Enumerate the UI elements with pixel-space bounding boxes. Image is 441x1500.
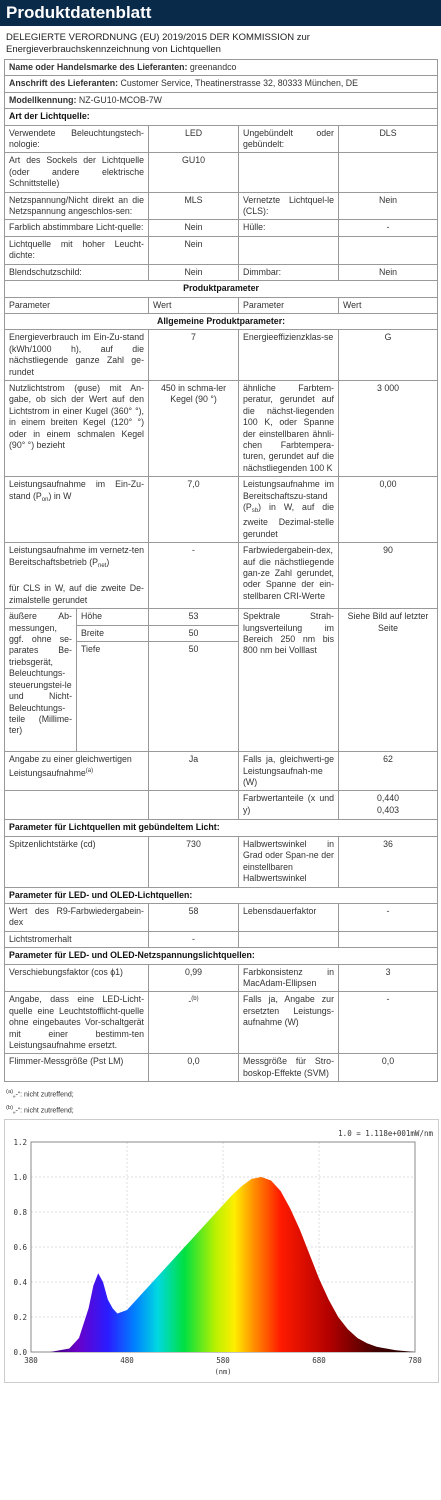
label: Modellkennung: — [9, 94, 77, 105]
x-axis-label: (nm) — [214, 1367, 232, 1376]
beam-angle-label: Halbwertswinkel in Grad oder Span-ne der einstellbaren Halbwertswinkel — [239, 836, 339, 887]
footnote-text: „-“: nicht zutreffend; — [13, 1106, 74, 1114]
replacement-label: Angabe, dass eine LED-Licht-quelle eine Leuchtstofflicht-quelle ohne eingebautes Vor-schaltgerät mit einer bestimm-ten Leistungsaufnahme ersetzt. — [5, 992, 149, 1054]
high-luminance-value: Nein — [149, 236, 239, 264]
dimmable-label: Dimmbar: — [239, 264, 339, 280]
tunable-value: Nein — [149, 220, 239, 236]
socket-label: Art des Sockels der Lichtquelle (oder andere elektrische Schnittstelle) — [5, 153, 149, 192]
tunable-label: Farblich abstimmbare Licht-quelle: — [5, 220, 149, 236]
empty-cell — [5, 791, 149, 820]
technology-value: LED — [149, 125, 239, 153]
cls-value: Nein — [339, 192, 438, 220]
empty-cell — [339, 931, 438, 947]
column-header: Wert — [149, 297, 239, 313]
depth-value: 50 — [149, 642, 239, 752]
energy-value: 7 — [149, 330, 239, 381]
glare-label: Blendschutzschild: — [5, 264, 149, 280]
supplier-name: greenandco — [189, 62, 237, 72]
equivalent-label — [5, 752, 149, 791]
peak-intensity-label: Spitzenlichtstärke (cd) — [5, 836, 149, 887]
empty-cell — [339, 236, 438, 264]
equivalent-power-label: Falls ja, gleichwerti-ge Leistungsaufnah-me (W) — [239, 752, 339, 791]
text: Leistungsaufnahme im Ein-Zu-stand (P — [9, 479, 144, 501]
empty-cell — [239, 931, 339, 947]
peak-intensity-value: 730 — [149, 836, 239, 887]
y-tick-label: 0.8 — [13, 1207, 27, 1217]
text: ) in W — [48, 490, 72, 501]
chroma-x: 0,440 — [377, 793, 400, 804]
section-heading: Parameter für LED- und OLED-Netzspannungslichtquellen: — [5, 948, 438, 964]
text: ) in W, auf die zweite Dezimal-stelle gerundet — [243, 502, 334, 539]
dimensions-label: äußere Ab-messungen, ggf. ohne se-parates Be-triebsgerät, Beleuchtungs-steuerungstei-le und Nicht-Beleuchtungs-teile (Millime-ter) — [5, 609, 77, 752]
mains-value: MLS — [149, 192, 239, 220]
lifetime-value: - — [339, 903, 438, 931]
supplier-address-row — [5, 76, 438, 92]
r9-value: 58 — [149, 903, 239, 931]
svm-label: Messgröße für Stro-boskop-Effekte (SVM) — [239, 1054, 339, 1082]
cri-value: 90 — [339, 543, 438, 609]
power-factor-label: Verschiebungsfaktor (cos ϕ1) — [5, 964, 149, 992]
socket-value: GU10 — [149, 153, 239, 192]
regulation-text: DELEGIERTE VERORDNUNG (EU) 2019/2015 DER KOMMISSION zur Energieverbrauchskennzeichnung von Lichtquellen — [6, 32, 310, 55]
page-title: Produktdatenblatt — [0, 0, 441, 26]
label: Anschrift des Lieferanten: — [9, 78, 119, 89]
footnote-text: „-“: nicht zutreffend; — [13, 1091, 74, 1099]
energy-class-value: G — [339, 330, 438, 381]
lumen-maintenance-value: - — [149, 931, 239, 947]
technology-label: Verwendete Beleuchtungstech-nologie: — [5, 125, 149, 153]
high-luminance-label: Lichtquelle mit hoher Leucht-dichte: — [5, 236, 149, 264]
x-tick-label: 480 — [120, 1355, 134, 1365]
empty-cell — [339, 153, 438, 192]
supplier-name-row — [5, 60, 438, 76]
lumen-maintenance-label: Lichtstromerhalt — [5, 931, 149, 947]
footnote-b — [0, 1102, 441, 1117]
empty-cell — [239, 153, 339, 192]
model-row — [5, 92, 438, 108]
spectrum-chart — [4, 1119, 439, 1383]
model-id: NZ-GU10-MCOB-7W — [78, 94, 162, 105]
footnote-mark: (a) — [6, 1089, 14, 1096]
y-tick-label: 0.4 — [13, 1277, 27, 1287]
luminous-flux-label: Nutzlichtstrom (φuse) mit An-gabe, ob sich der Wert auf den Lichtstrom in einer Kugel (360° °), in einem breiten Kegel (120° °) oder in einem schmalen Kegel (90° °) bezieht — [5, 380, 149, 476]
bundled-label: Ungebündelt oder gebündelt: — [239, 125, 339, 153]
height-value: 53 — [149, 609, 239, 626]
footnote-a — [0, 1086, 441, 1101]
pon-label — [5, 477, 149, 543]
empty-cell — [149, 791, 239, 820]
height-label: Höhe — [77, 609, 149, 626]
bundled-value: DLS — [339, 125, 438, 153]
datasheet-table — [4, 59, 438, 1082]
r9-label: Wert des R9-Farbwiedergabein-dex — [5, 903, 149, 931]
text: Angabe zu einer gleichwertigen Leistungsaufnahme — [9, 754, 132, 778]
macadam-label: Farbkonsistenz in MacAdam-Ellipsen — [239, 964, 339, 992]
cct-label: ähnliche Farbtem-peratur, gerundet auf die nächst-liegenden 100 K, oder Spanne der einstellbaren ähnli-chen Farbtempera-turen, gerundet auf die nächstliegenden 100 K — [239, 380, 339, 476]
footnote-mark: (a) — [85, 767, 94, 774]
pnet-label — [5, 543, 149, 609]
text: - — [188, 996, 192, 1007]
cls-label: Vernetzte Lichtquel-le (CLS): — [239, 192, 339, 220]
column-header: Parameter — [239, 297, 339, 313]
section-heading: Parameter für Lichtquellen mit gebündeltem Licht: — [5, 820, 438, 836]
svm-value: 0,0 — [339, 1054, 438, 1082]
y-tick-label: 1.2 — [13, 1137, 27, 1147]
y-tick-label: 0.0 — [13, 1347, 27, 1357]
footnote-mark: (b) — [191, 996, 199, 1003]
x-tick-label: 380 — [24, 1355, 38, 1365]
spectrum-svg — [5, 1120, 438, 1382]
chart-scale-note: 1.0 = 1.118e+001mW/nm — [338, 1128, 433, 1138]
spd-value: Siehe Bild auf letzter Seite — [339, 609, 438, 752]
cct-value: 3 000 — [339, 380, 438, 476]
dimmable-value: Nein — [339, 264, 438, 280]
energy-label: Energieverbrauch im Ein-Zu-stand (kWh/1000 h), auf die nächstliegende ganze Zahl ge-rundet — [5, 330, 149, 381]
depth-label: Tiefe — [77, 642, 149, 752]
psb-value: 0,00 — [339, 477, 438, 543]
envelope-label: Hülle: — [239, 220, 339, 236]
spd-label: Spektrale Strah-lungsverteilung im Bereich 250 nm bis 800 nm bei Volllast — [239, 609, 339, 752]
width-label: Breite — [77, 625, 149, 642]
luminous-flux-value: 450 in schma-ler Kegel (90 °) — [149, 380, 239, 476]
label: Name oder Handelsmarke des Lieferanten: — [9, 62, 188, 72]
cri-label: Farbwiedergabein-dex, auf die nächstliegende gan-ze Zahl gerundet, oder Spanne der ein-stellbaren CRI-Werte — [239, 543, 339, 609]
chroma-y: 0,403 — [377, 804, 400, 815]
flicker-value: 0,0 — [149, 1054, 239, 1082]
lifetime-label: Lebensdauerfaktor — [239, 903, 339, 931]
energy-class-label: Energieeffizienzklas-se — [239, 330, 339, 381]
equivalent-value: Ja — [149, 752, 239, 791]
column-header: Wert — [339, 297, 438, 313]
beam-angle-value: 36 — [339, 836, 438, 887]
chromaticity-value — [339, 791, 438, 820]
psb-label — [239, 477, 339, 543]
equivalent-power-value: 62 — [339, 752, 438, 791]
replaced-power-value: - — [339, 992, 438, 1054]
empty-cell — [239, 236, 339, 264]
x-tick-label: 580 — [216, 1355, 230, 1365]
x-tick-label: 780 — [408, 1355, 422, 1365]
y-tick-label: 1.0 — [13, 1172, 27, 1182]
x-tick-label: 680 — [312, 1355, 326, 1365]
glare-value: Nein — [149, 264, 239, 280]
text: ) — [106, 556, 110, 567]
text: für CLS in W, auf die zweite De-zimalstelle gerundet — [9, 583, 144, 605]
replaced-power-label: Falls ja, Angabe zur ersetzten Leistungs-aufnahme (W) — [239, 992, 339, 1054]
supplier-address: Customer Service, Theatinerstrasse 32, 80333 München, DE — [120, 78, 358, 89]
section-heading: Parameter für LED- und OLED-Lichtquellen: — [5, 887, 438, 903]
subscript: sb — [251, 508, 259, 514]
subscript: on — [41, 496, 49, 503]
flicker-label: Flimmer-Messgröße (Pst LM) — [5, 1054, 149, 1082]
section-heading: Art der Lichtquelle: — [5, 109, 438, 125]
text: Leistungsaufnahme im vernetz-ten Bereitschaftsbetrieb (P — [9, 545, 144, 567]
power-factor-value: 0,99 — [149, 964, 239, 992]
column-header: Parameter — [5, 297, 149, 313]
text: Leistungsaufnahme im Bereitschaftszu-stand (P — [243, 479, 334, 512]
section-heading: Produktparameter — [5, 281, 438, 297]
chromaticity-label: Farbwertanteile (x und y) — [239, 791, 339, 820]
width-value: 50 — [149, 625, 239, 642]
section-heading: Allgemeine Produktparameter: — [5, 313, 438, 329]
envelope-value: - — [339, 220, 438, 236]
y-tick-label: 0.2 — [13, 1312, 27, 1322]
pon-value: 7,0 — [149, 477, 239, 543]
pnet-value: - — [149, 543, 239, 609]
subscript: net — [98, 562, 107, 569]
replacement-value — [149, 992, 239, 1054]
mains-label: Netzspannung/Nicht direkt an die Netzspannung angeschlos-sen: — [5, 192, 149, 220]
y-tick-label: 0.6 — [13, 1242, 27, 1252]
macadam-value: 3 — [339, 964, 438, 992]
footnote-mark: (b) — [6, 1104, 14, 1111]
